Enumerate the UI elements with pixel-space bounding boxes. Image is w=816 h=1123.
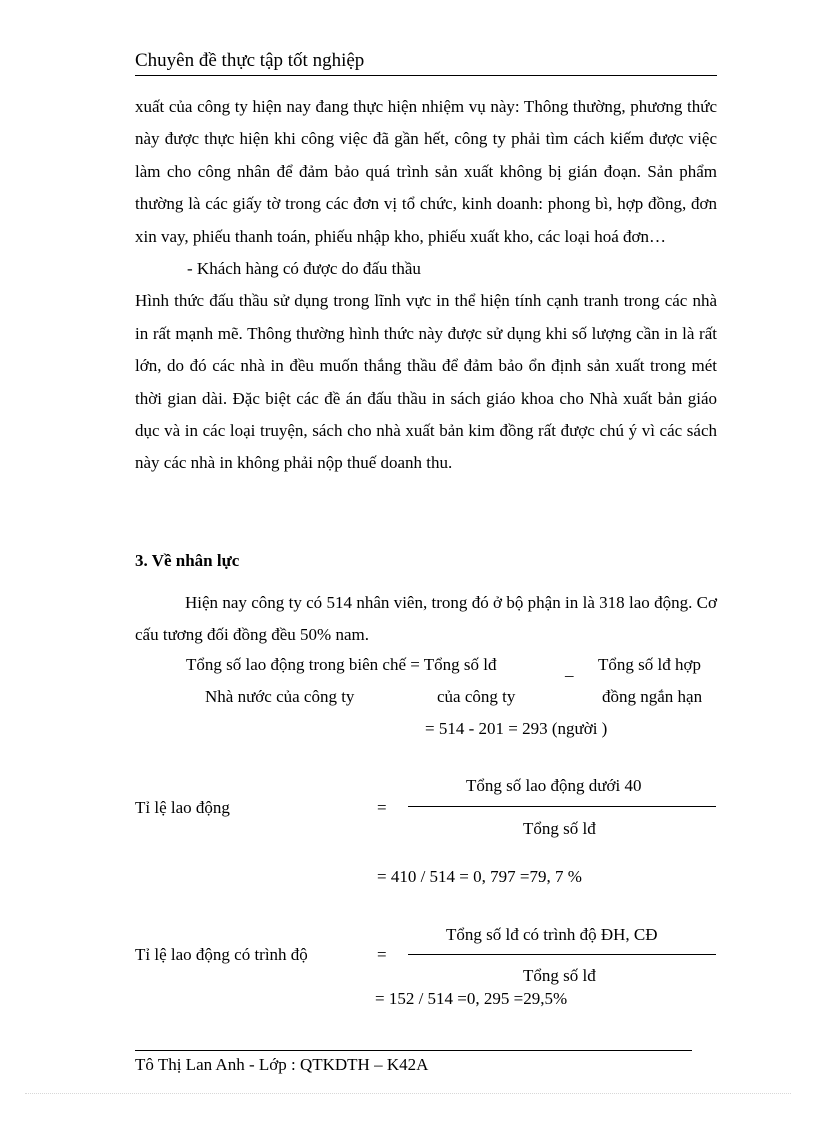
paragraph-2: Hình thức đấu thầu sử dụng trong lĩnh vực in thể hiện tính cạnh tranh trong các nhà in rất mạnh mẽ. Thông thường hình thức này được sử dụng khi số lượng cần in là rất lớn, do đó các nhà in đều muốn thắng thầu để đảm bảo ổn định sản xuất trong mét thời gian dài. Đặc biệt các đề án đấu thầu in sách giáo khoa cho Nhà xuất bản giáo dục và in các loại truyện, sách cho nhà xuất bản kim đồng rất được chú ý vì các sách này các nhà in không phải nộp thuế doanh thu. bbox=[135, 291, 717, 473]
ratio2-result: = 152 / 514 =0, 295 =29,5% bbox=[375, 989, 568, 1008]
formula-right-top: Tổng số lđ hợp bbox=[598, 655, 701, 674]
ratio1-label: Tỉ lệ lao động bbox=[135, 798, 230, 817]
formula-minus: _ bbox=[565, 660, 574, 679]
formula-left-top: Tổng số lao động trong biên chế = Tổng số lđ bbox=[186, 655, 497, 674]
formula-right-bottom: đồng ngắn hạn bbox=[602, 687, 703, 706]
ratio1-denominator: Tổng số lđ bbox=[523, 819, 596, 838]
ratio1-numerator: Tổng số lao động dưới 40 bbox=[466, 776, 642, 795]
ratio2-fraction-line bbox=[408, 954, 716, 955]
bullet-item: - Khách hàng có được do đấu thầu bbox=[187, 259, 421, 279]
ratio2-label: Tỉ lệ lao động có trình độ bbox=[135, 945, 308, 964]
section-heading: 3. Về nhân lực bbox=[135, 551, 240, 570]
ratio1-equals: = bbox=[377, 798, 387, 817]
paragraph-1: xuất của công ty hiện nay đang thực hiện nhiệm vụ này: Thông thường, phương thức này được thực hiện khi công việc đã gần hết, công ty phải tìm cách kiếm được việc làm cho công nhân để đảm bảo quá trình sản xuất không bị gián đoạn. Sản phẩm thường là các giấy tờ trong các đơn vị tổ chức, kinh doanh: phong bì, hợp đồng, đơn xin vay, phiếu thanh toán, phiếu nhập kho, phiếu xuất kho, các loại hoá đơn… bbox=[135, 97, 717, 246]
page-edge bbox=[25, 1093, 791, 1094]
page-footer: Tô Thị Lan Anh - Lớp : QTKDTH – K42A bbox=[135, 1055, 429, 1074]
ratio1-result: = 410 / 514 = 0, 797 =79, 7 % bbox=[377, 867, 582, 886]
formula-left-bottom: Nhà nước của công ty bbox=[205, 687, 355, 706]
ratio1-fraction-line bbox=[408, 806, 716, 807]
formula-result: = 514 - 201 = 293 (người ) bbox=[425, 719, 608, 738]
ratio2-equals: = bbox=[377, 945, 387, 964]
ratio2-denominator: Tổng số lđ bbox=[523, 966, 596, 985]
body-text bbox=[135, 91, 717, 480]
section-paragraph: Hiện nay công ty có 514 nhân viên, trong đó ở bộ phận in là 318 lao động. Cơ cấu tương đối đồng đều 50% nam. bbox=[135, 593, 717, 644]
formula-mid-bottom: của công ty bbox=[437, 687, 516, 706]
footer-divider bbox=[135, 1050, 692, 1051]
page-header: Chuyên đề thực tập tốt nghiệp bbox=[135, 48, 717, 76]
ratio2-numerator: Tổng số lđ có trình độ ĐH, CĐ bbox=[446, 925, 658, 944]
